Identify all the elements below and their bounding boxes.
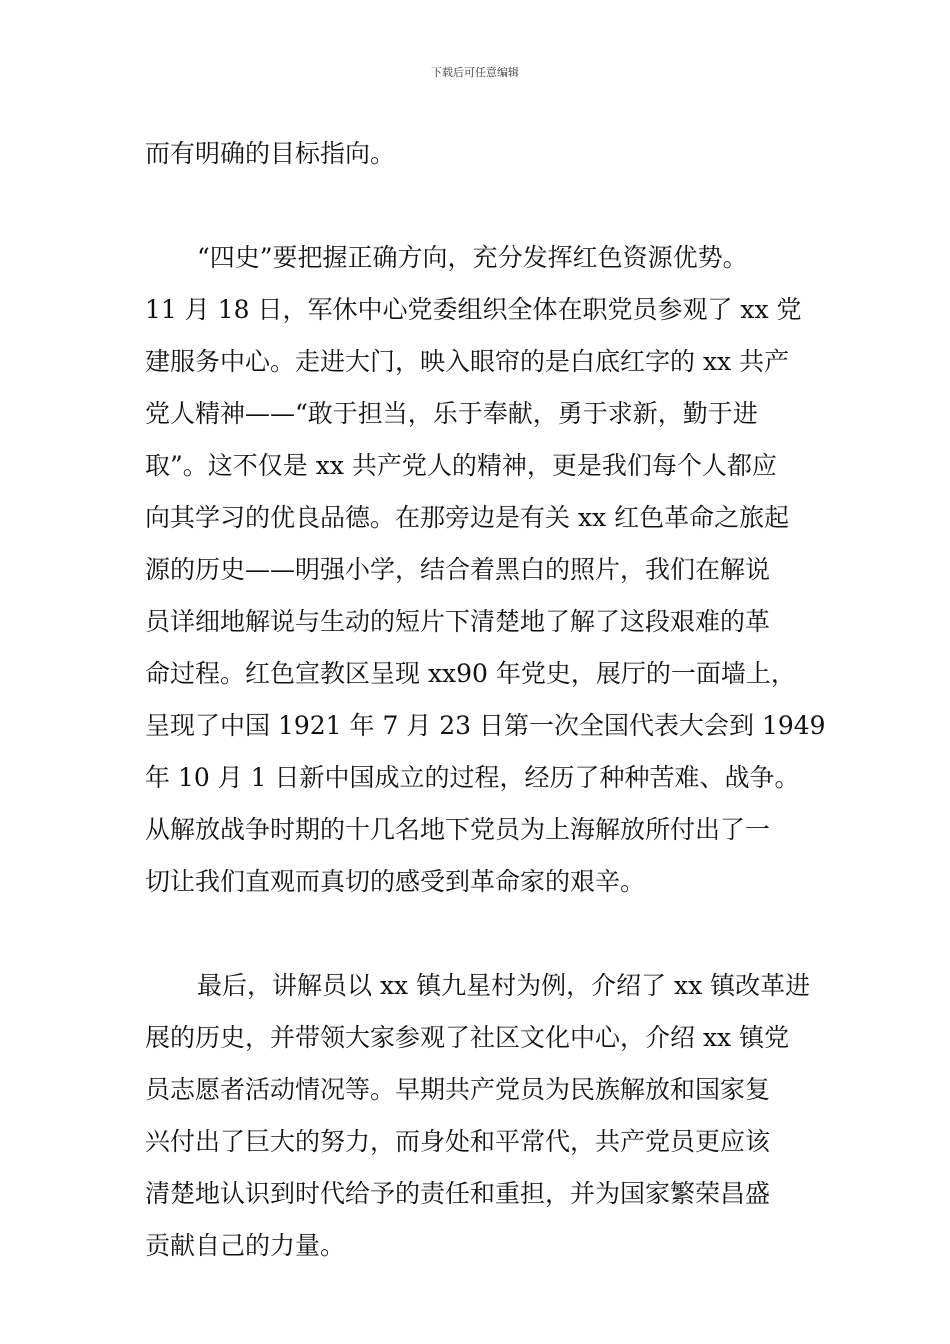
paragraph-line: 党人精神——“敢于担当，乐于奉献，勇于求新，勤于进 [145, 399, 758, 428]
document-body [145, 128, 825, 1272]
paragraph-line: 员详细地解说与生动的短片下清楚地了解了这段艰难的革 [145, 607, 771, 636]
paragraph-line: 命过程。红色宣教区呈现 xx90 年党史，展厅的一面墙上， [145, 659, 796, 688]
paragraph-gap [145, 180, 825, 232]
paragraph-2 [145, 232, 825, 908]
paragraph-gap [145, 908, 825, 960]
paragraph-line: 取”。这不仅是 xx 共产党人的精神，更是我们每个人都应 [145, 451, 777, 480]
paragraph-line: 呈现了中国 1921 年 7 月 23 日第一次全国代表大会到 1949 [145, 711, 826, 740]
paragraph-line: 清楚地认识到时代给予的责任和重担，并为国家繁荣昌盛 [145, 1179, 771, 1208]
paragraph-3 [145, 960, 825, 1272]
paragraph-line: 员志愿者活动情况等。早期共产党员为民族解放和国家复 [145, 1075, 771, 1104]
paragraph-line: 展的历史，并带领大家参观了社区文化中心，介绍 xx 镇党 [145, 1023, 790, 1052]
paragraph-line: 年 10 月 1 日新中国成立的过程，经历了种种苦难、战争。 [145, 763, 800, 792]
paragraph-line: 建服务中心。走进大门，映入眼帘的是白底红字的 xx 共产 [145, 347, 790, 376]
paragraph-line: 兴付出了巨大的努力，而身处和平常代，共产党员更应该 [145, 1127, 771, 1156]
paragraph-line: 11 月 18 日，军休中心党委组织全体在职党员参观了 xx 党 [145, 295, 802, 324]
paragraph-line: 切让我们直观而真切的感受到革命家的艰辛。 [145, 867, 646, 896]
paragraph-line: “四史”要把握正确方向，充分发挥红色资源优势。 [197, 243, 748, 272]
paragraph-line: 最后，讲解员以 xx 镇九星村为例，介绍了 xx 镇改革进 [197, 971, 811, 1000]
paragraph-line: 向其学习的优良品德。在那旁边是有关 xx 红色革命之旅起 [145, 503, 790, 532]
paragraph-line: 从解放战争时期的十几名地下党员为上海解放所付出了一 [145, 815, 771, 844]
header-note: 下载后可任意编辑 [431, 66, 519, 79]
paragraph-line: 贡献自己的力量。 [145, 1231, 346, 1260]
paragraph-1 [145, 128, 825, 180]
paragraph-line: 源的历史——明强小学，结合着黑白的照片，我们在解说 [145, 555, 771, 584]
paragraph-line: 而有明确的目标指向。 [145, 139, 396, 168]
